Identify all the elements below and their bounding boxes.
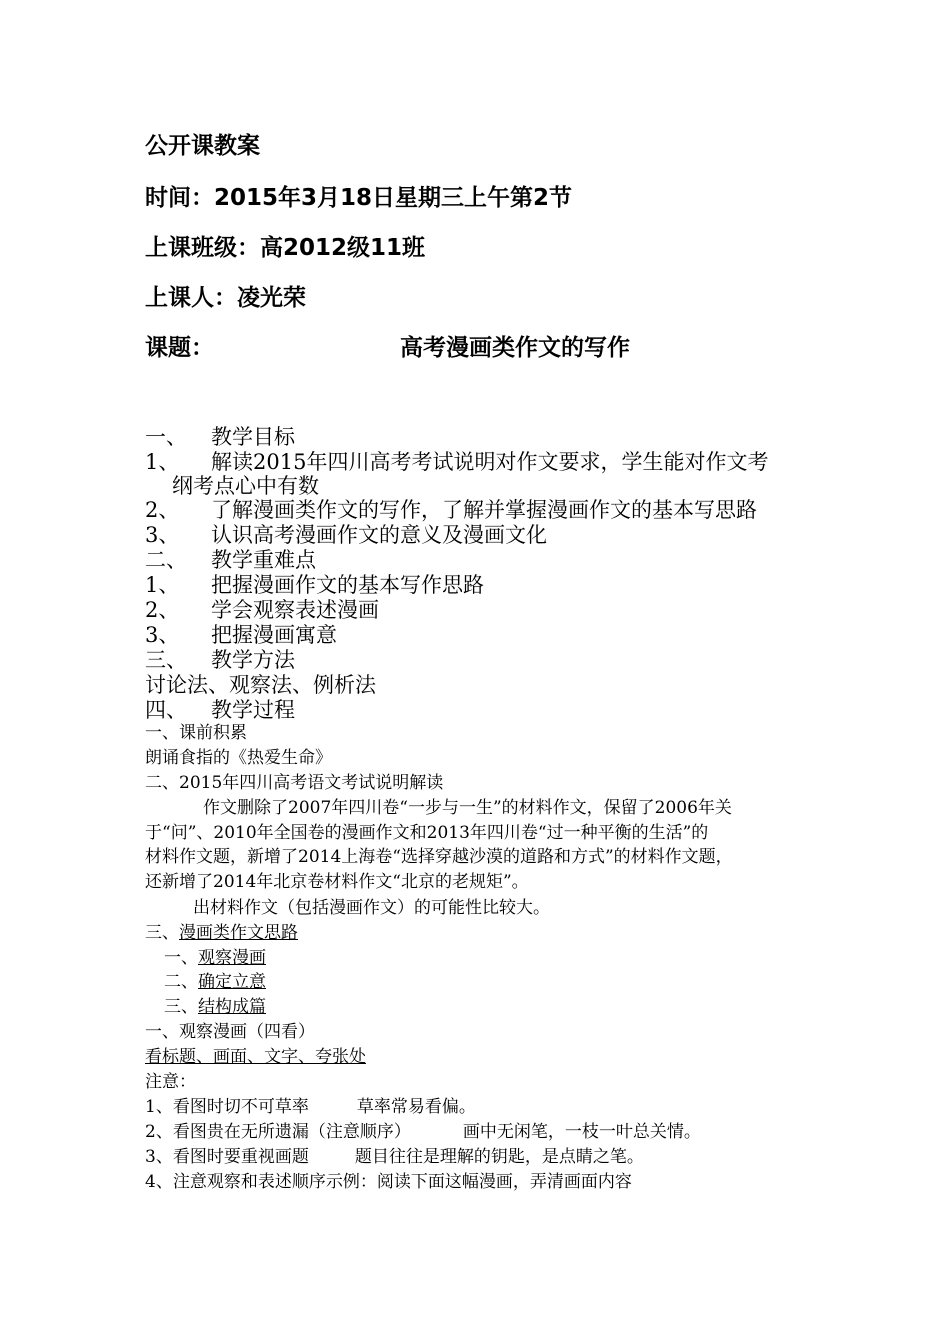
paragraph-1-line-1: 作文删除了2007年四川卷“一步与一生”的材料作文，保留了2006年关 [203,798,732,818]
section-2-heading: 二、 教学重难点 [145,548,316,572]
section-1-heading: 一、 教学目标 [145,425,295,449]
step-3-item-2: 二、确定立意 [164,972,266,992]
section-1-item-1: 1、 解读2015年四川高考考试说明对作文要求，学生能对作文考 [145,450,769,474]
observe-points: 看标题、画面、文字、夸张处 [145,1047,366,1067]
step-3-item-1: 一、观察漫画 [164,948,266,968]
process-step-3-title: 漫画类作文思路 [179,923,298,943]
process-step-1-text: 朗诵食指的《热爱生命》 [145,748,332,768]
note-2: 2、看图贵在无所遗漏（注意顺序） 画中无闲笔，一枝一叶总关情。 [145,1122,701,1142]
lesson-teacher: 上课人：凌光荣 [145,285,306,311]
lesson-class: 上课班级：高2012级11班 [145,235,426,261]
step-3-item-3: 三、结构成篇 [164,997,266,1017]
process-step-2: 二、2015年四川高考语文考试说明解读 [145,773,444,793]
observe-title: 一、观察漫画（四看） [145,1022,315,1042]
section-2-item-3: 3、 把握漫画寓意 [145,623,337,647]
paragraph-2: 出材料作文（包括漫画作文）的可能性比较大。 [193,898,550,918]
note-3: 3、看图时要重视画题 题目往往是理解的钥匙，是点睛之笔。 [145,1147,644,1167]
process-step-1: 一、课前积累 [145,723,247,743]
section-1-item-3: 3、 认识高考漫画作文的意义及漫画文化 [145,523,547,547]
paragraph-1-line-2: 于“问”、2010年全国卷的漫画作文和2013年四川卷“过一种平衡的生活”的 [145,823,709,843]
note-1: 1、看图时切不可草率 草率常易看偏。 [145,1097,476,1117]
note-4: 4、注意观察和表述顺序示例：阅读下面这幅漫画，弄清画面内容 [145,1172,632,1192]
section-2-item-1: 1、 把握漫画作文的基本写作思路 [145,573,484,597]
paragraph-1-line-4: 还新增了2014年北京卷材料作文“北京的老规矩”。 [145,872,529,892]
process-step-3: 三、漫画类作文思路 [145,923,298,943]
section-1-item-1-cont: 纲考点心中有数 [172,474,319,498]
section-1-item-2: 2、 了解漫画类作文的写作，了解并掌握漫画作文的基本写思路 [145,498,757,522]
topic-label: 课题： [145,335,214,361]
doc-title: 公开课教案 [145,133,260,159]
note-label: 注意： [145,1072,196,1092]
section-4-heading: 四、 教学过程 [145,698,295,722]
topic-title: 高考漫画类作文的写作 [400,335,630,361]
section-3-heading: 三、 教学方法 [145,648,295,672]
section-3-text: 讨论法、观察法、例析法 [145,673,376,697]
section-2-item-2: 2、 学会观察表述漫画 [145,598,379,622]
paragraph-1-line-3: 材料作文题，新增了2014上海卷“选择穿越沙漠的道路和方式”的材料作文题， [145,847,733,867]
lesson-time: 时间：2015年3月18日星期三上午第2节 [145,185,573,211]
lesson-topic-row [145,335,630,361]
